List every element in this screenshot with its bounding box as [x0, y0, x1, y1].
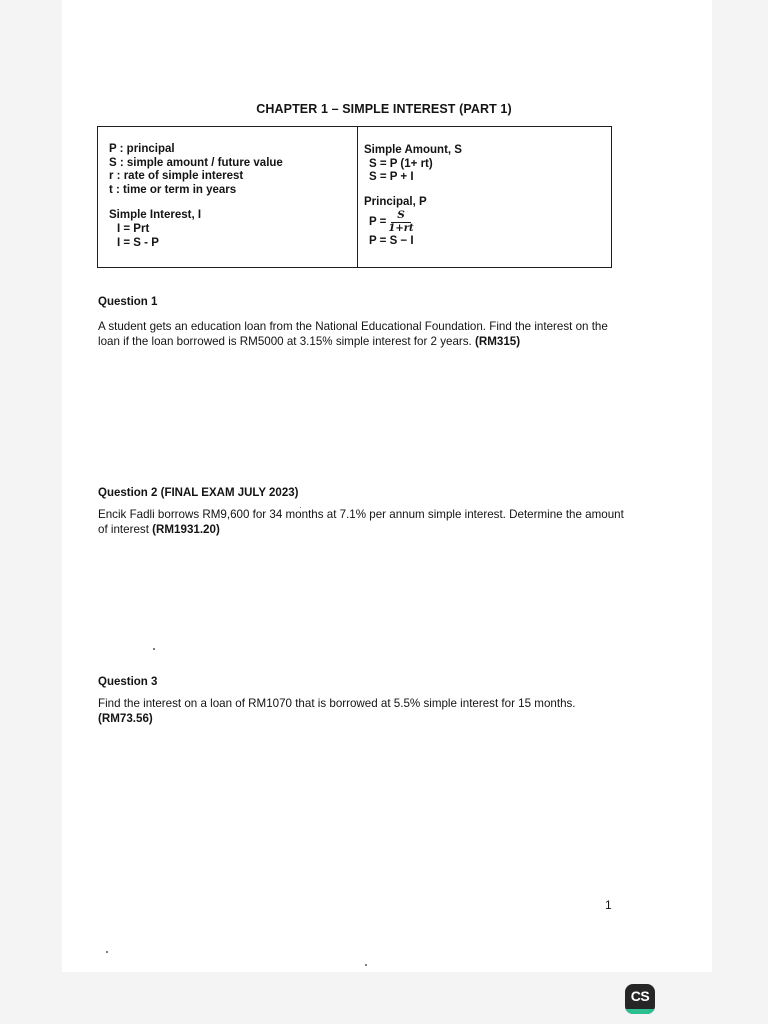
camscanner-logo-stripe — [625, 1009, 655, 1014]
question-2-heading: Question 2 (FINAL EXAM JULY 2023) — [98, 487, 299, 499]
camscanner-logo — [625, 984, 655, 1014]
simple-interest-formula-1: I = Prt — [117, 222, 150, 235]
simple-amount-heading: Simple Amount, S — [364, 144, 462, 156]
principal-formula-lhs: P = — [369, 215, 387, 228]
question-1-answer: (RM315) — [475, 335, 521, 348]
simple-amount-formula-1: S = P (1+ rt) — [369, 157, 433, 170]
definition-simple-amount: S : simple amount / future value — [109, 156, 283, 169]
page-number: 1 — [605, 898, 612, 912]
question-3-text: Find the interest on a loan of RM1070 that is borrowed at 5.5% simple interest for 15 months. — [98, 697, 576, 710]
question-1-body — [98, 319, 628, 349]
fraction-numerator: S — [391, 210, 411, 223]
definition-time: t : time or term in years — [109, 183, 237, 196]
simple-interest-formula-2: I = S - P — [117, 236, 159, 249]
scan-speck — [365, 964, 367, 966]
principal-formula-1 — [364, 209, 462, 235]
question-2-body — [98, 507, 628, 537]
principal-heading: Principal, P — [364, 195, 427, 208]
question-1-text: A student gets an education loan from the National Educational Foundation. Find the interest on the loan if the loan borrowed is RM5000 at 3.15% simple interest for 2 years. — [98, 320, 608, 348]
camscanner-logo-text: CS — [630, 988, 650, 1004]
formula-box — [97, 126, 612, 268]
question-3-heading: Question 3 — [98, 676, 158, 688]
question-3-answer: (RM73.56) — [98, 712, 153, 725]
column-divider — [357, 127, 358, 267]
fraction-denominator: 1+rt — [388, 222, 414, 234]
question-3-body — [98, 696, 628, 726]
page-title: CHAPTER 1 – SIMPLE INTEREST (PART 1) — [256, 102, 512, 116]
definition-rate: r : rate of simple interest — [109, 170, 244, 183]
scan-speck — [153, 648, 155, 650]
scan-speck — [300, 507, 301, 508]
principal-fraction — [388, 210, 413, 235]
definition-principal: P : principal — [109, 143, 175, 155]
simple-amount-formula-2: S = P + I — [369, 171, 414, 184]
definitions-column — [109, 143, 283, 250]
principal-formula-2: P = S − I — [369, 235, 414, 248]
formulas-column — [364, 144, 462, 249]
scan-speck — [106, 951, 108, 953]
question-1-heading: Question 1 — [98, 296, 158, 308]
question-2-text: Encik Fadli borrows RM9,600 for 34 months at 7.1% per annum simple interest. Determine the amount of interest — [98, 508, 624, 536]
question-2-answer: (RM1931.20) — [152, 523, 220, 536]
simple-interest-heading: Simple Interest, I — [109, 209, 202, 222]
